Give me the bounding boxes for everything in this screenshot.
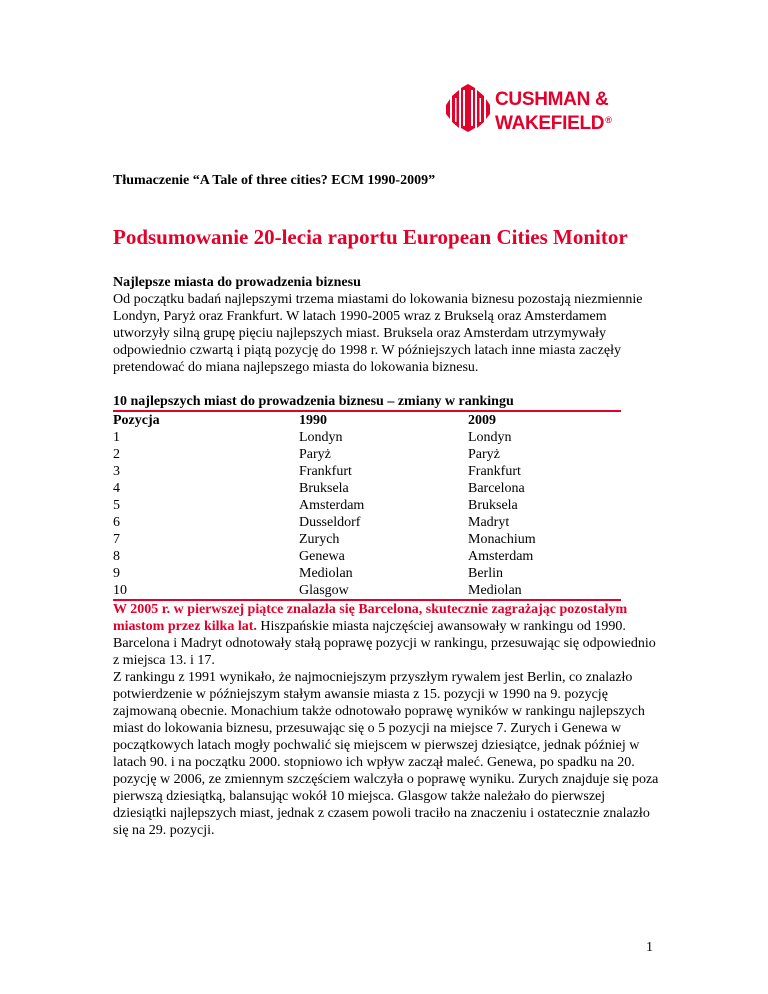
page-title: Podsumowanie 20-lecia raportu European Cities Monitor	[113, 225, 628, 249]
table-row	[113, 497, 621, 514]
translation-note: Tłumaczenie “A Tale of three cities? ECM 1990-2009”	[113, 173, 436, 188]
table-row	[113, 565, 621, 582]
city-2009-cell: Barcelona	[468, 481, 525, 496]
city-1990-cell: Bruksela	[299, 481, 349, 496]
header-2009: 2009	[468, 413, 496, 428]
city-2009-cell: Bruksela	[468, 498, 518, 513]
page-number: 1	[646, 940, 653, 955]
city-2009-cell: Paryż	[468, 447, 500, 462]
document-body	[113, 172, 661, 839]
city-2009-cell: Monachium	[468, 532, 536, 547]
rank-cell: 8	[113, 549, 120, 564]
table-row	[113, 531, 621, 548]
city-1990-cell: Londyn	[299, 430, 343, 445]
city-1990-cell: Mediolan	[299, 566, 353, 581]
cushman-wakefield-logo	[444, 82, 654, 136]
city-2009-cell: Mediolan	[468, 583, 522, 598]
table-row	[113, 548, 621, 565]
barcelona-paragraph	[113, 601, 661, 669]
rank-cell: 5	[113, 498, 120, 513]
barcelona-highlight: W 2005 r. w pierwszej piątce znalazła się Barcelona, skutecznie zagrażając pozostałym miastom przez kilka lat.	[113, 602, 628, 634]
rank-cell: 3	[113, 464, 120, 479]
ranking-table-block	[113, 393, 661, 601]
header-position: Pozycja	[113, 413, 160, 428]
table-caption: 10 najlepszych miast do prowadzenia biznesu – zmiany w rankingu	[113, 394, 514, 409]
city-1990-cell: Genewa	[299, 549, 345, 564]
logo-wordmark	[495, 90, 612, 134]
ranking-table	[113, 410, 621, 601]
city-1990-cell: Amsterdam	[299, 498, 365, 513]
city-2009-cell: Madryt	[468, 515, 510, 530]
rank-cell: 7	[113, 532, 120, 547]
table-row	[113, 429, 621, 446]
logo-line-2-text: WAKEFIELD	[495, 113, 605, 134]
city-1990-cell: Dusseldorf	[299, 515, 361, 530]
table-row	[113, 514, 621, 531]
barcelona-paragraph-rest: Hiszpańskie miasta najczęściej awansowały w rankingu od 1990. Barcelona i Madryt odnotowały stałą poprawę pozycji w rankingu, przesuwając się odpowiednio z miejsca 13. i 17.	[113, 619, 656, 668]
table-row	[113, 446, 621, 463]
header-1990: 1990	[299, 413, 327, 428]
table-row	[113, 582, 621, 600]
intro-paragraph: Od początku badań najlepszymi trzema miastami do lokowania biznesu pozostają niezmiennie Londyn, Paryż oraz Frankfurt. W latach 1990-2005 wraz z Brukselą oraz Amsterdamem utworzyły silną grupę pięciu najlepszych miast. Bruksela oraz Amsterdam utrzymywały odpowiednio czwartą i piątą pozycję do 1998 r. W późniejszych latach inne miasta zaczęły pretendować do miana najlepszego miasta do lokowania biznesu.	[113, 292, 643, 375]
city-1990-cell: Frankfurt	[299, 464, 352, 479]
section-heading: Najlepsze miasta do prowadzenia biznesu	[113, 275, 361, 290]
city-1990-cell: Paryż	[299, 447, 331, 462]
rank-cell: 4	[113, 481, 120, 496]
table-row	[113, 463, 621, 480]
logo-line-1: CUSHMAN &	[495, 89, 609, 110]
logo-line-2	[495, 110, 612, 134]
city-1990-cell: Glasgow	[299, 583, 349, 598]
rank-cell: 1	[113, 430, 120, 445]
globe-logo-icon	[444, 82, 492, 136]
registered-mark: ®	[605, 115, 612, 125]
rank-cell: 6	[113, 515, 120, 530]
city-2009-cell: Frankfurt	[468, 464, 521, 479]
city-2009-cell: Amsterdam	[468, 549, 534, 564]
city-2009-cell: Berlin	[468, 566, 503, 581]
berlin-paragraph: Z rankingu z 1991 wynikało, że najmocniejszym przyszłym rywalem jest Berlin, co znalazło potwierdzenie w późniejszym stałym awansie miasta z 15. pozycji w 1990 na 9. pozycję zajmowaną obecnie. Monachium także odnotowało poprawę wyników w rankingu najlepszych miast do lokowania biznesu, przesuwając się o 5 pozycji na miejsce 7. Zurych i Genewa w początkowych latach mogły pochwalić się miejscem w pierwszej dziesiątce, jednak później w latach 90. i na początku 2000. stopniowo ich wpływ zaczął maleć. Genewa, po spadku na 20. pozycję w 2006, ze zmiennym szczęściem walczyła o poprawę wyniku. Zurych znajduje się poza pierwszą dziesiątką, balansując wokół 10 miejsca. Glasgow także należało do pierwszej dziesiątki najlepszych miast, jednak z czasem powoli traciło na znaczeniu i ostatecznie znalazło się na 29. pozycji.	[113, 670, 659, 838]
city-2009-cell: Londyn	[468, 430, 512, 445]
rank-cell: 10	[113, 583, 127, 598]
table-row	[113, 480, 621, 497]
rank-cell: 2	[113, 447, 120, 462]
rank-cell: 9	[113, 566, 120, 581]
city-1990-cell: Zurych	[299, 532, 340, 547]
table-header-row	[113, 411, 621, 429]
